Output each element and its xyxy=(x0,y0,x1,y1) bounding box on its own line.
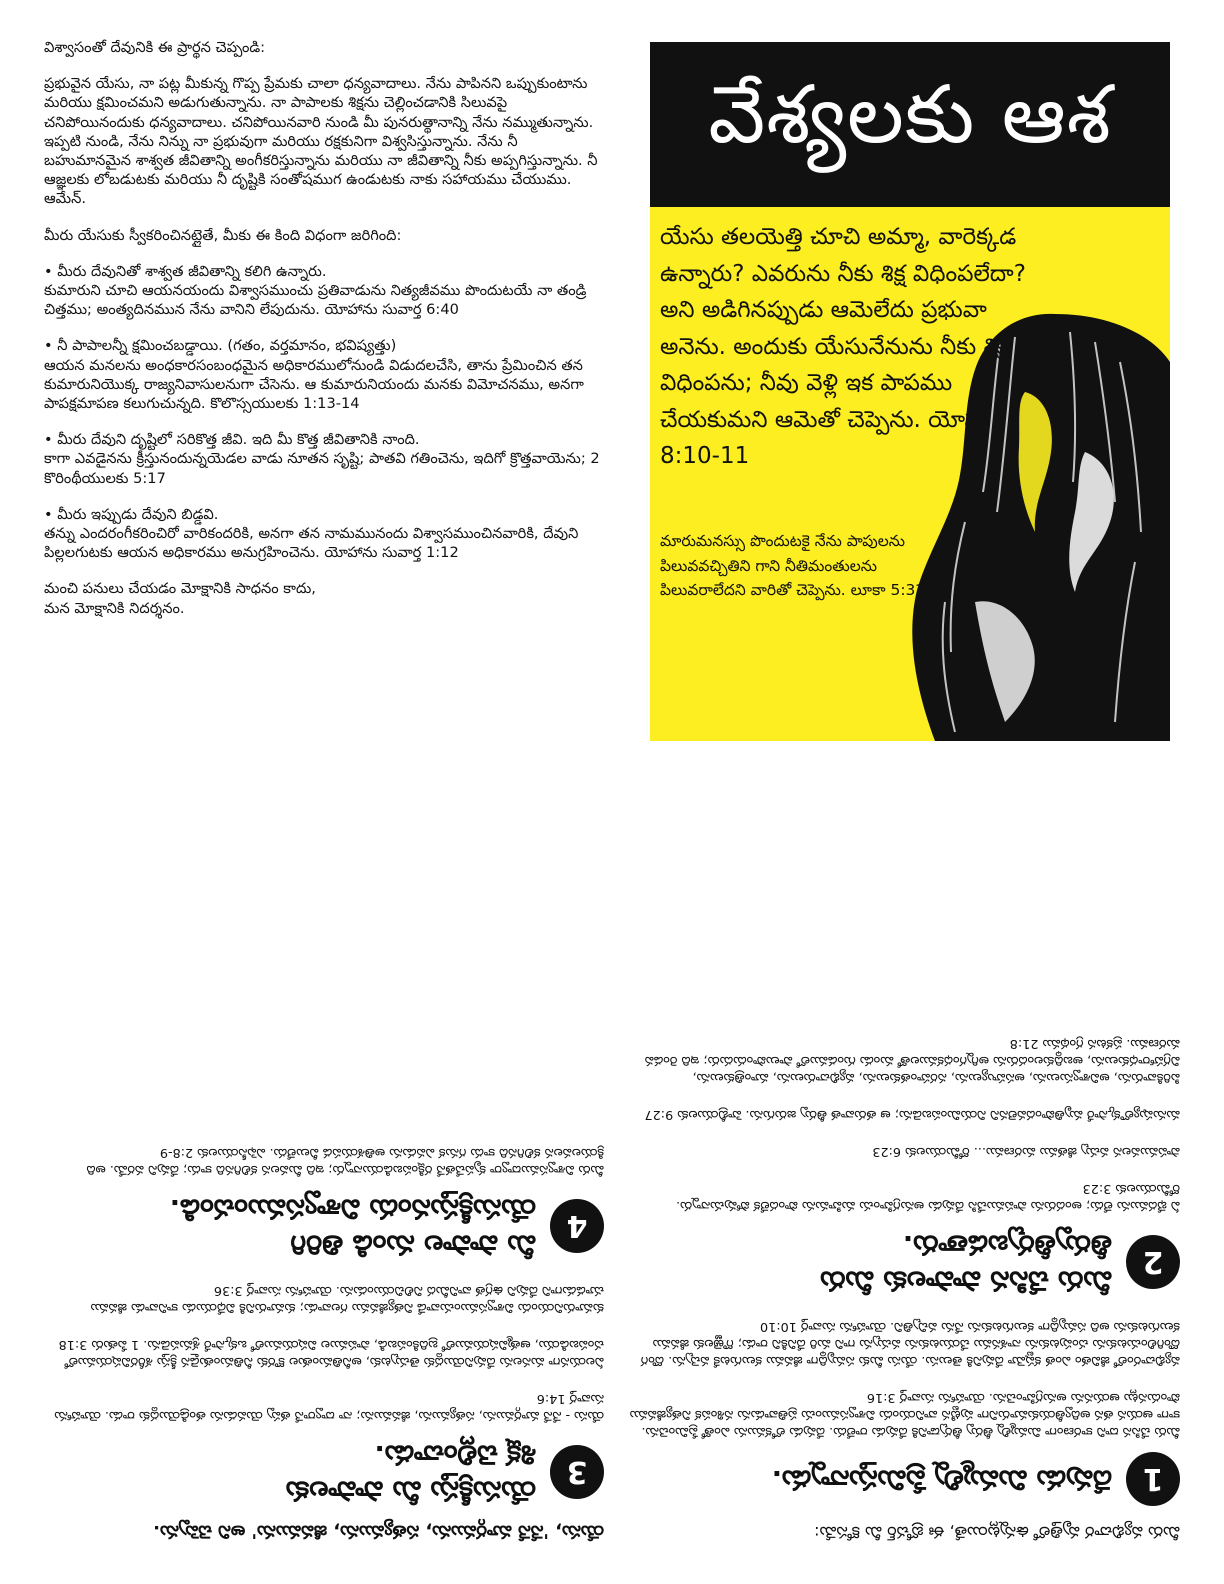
point-child-of-god: • మీరు ఇప్పుడు దేవుని బిడ్డవి. తన్ను ఎందరంగీకరించిరో వారికందరికి, అనగా తన నామమునందు విశ్వాసముంచినవారికి, దేవుని పిల్లలగుటకు ఆయన అధికారము అనుగ్రహించెను. యోహాను సువార్త 1:12 xyxy=(44,505,579,562)
step-title: మీరు చేసిన పాపాలకు మీరు తీర్పుతీర్చబడతారు. xyxy=(820,1229,1112,1296)
point-new-creation: • మీరు దేవుని దృష్టిలో సరికొత్త జీవి. ఇది మీ కొత్త జీవితానికి నాంది. కాగా ఎవడైనను క్రీస్తునందున్నయెడల వాడు నూతన సృష్టి; పాతవి గతించెను, ఇదిగో క్రొత్తవాయెను; 2 కొరింథీయులకు 5:17 xyxy=(44,431,600,487)
if-received-text: మీరు యేసుకు స్వీకరించినట్లైతే, మీకు ఈ కింది విధంగా జరిగింది: xyxy=(44,226,402,244)
step-text: కుమారునియందు విశ్వాసముంచువాడే నిత్యజీవము గలవాడు; కుమారునికి విధేయుడు కానివాడు జీవము చూడడుగాని దేవుని ఉగ్రత వానిమీద నిలిచియుండును. యోహాను సువార్త 3:36 xyxy=(90,1283,604,1315)
step-text: యేసు - నేనే మార్గమును, సత్యమును, జీవమును; నా ద్వారానే తప్ప యెవడును తండ్రియొద్దకు రాడు. యోహాను సువార్త 14:6 xyxy=(54,1391,604,1423)
cover-verse-luke: మారుమనస్సు పొందుటకై నేను పాపులను పిలువవచ్చితిని గాని నీతిమంతులను పిలువరాలేదని వారితో చెప్పెను. లూకా 5:32 xyxy=(660,532,926,599)
step-title: మీ పాపాల నుండి తిరిగి యేసుక్రీస్తునందు విశ్వాసముంచండి. xyxy=(169,1193,536,1260)
step-text: మీరు చేసిన దాని కారణంగా మిమ్మల్ని తీర్పు తీర్చడానికి దేవుడు రాలేదు. దేవుడు లోకమును ఎంతో ప్రేమించెను. కాగా ఆయన తన అద్వితీయకుమారునిగా పుట్టిన వానియందు విశ్వాసముంచు ప్రతివాడును నశింపక నిత్యజీవము పొందునట్లు ఆయనను అనుగ్రహించెను. యోహాను సువార్త 3:16 xyxy=(629,1390,1180,1439)
step-3-heading xyxy=(44,1436,604,1508)
cover-title: వేశ్యలకు ఆశ xyxy=(708,68,1112,161)
step-text: మీరు విశ్వాసముద్వారా కృపచేతనే రక్షింపబడియున్నారు; ఇది మీవలన కలిగినది కాదు; దేవుని వరమే. అది క్రియలవలన కలిగినది కాదు గనుక ఎవడును అతిశయపడ వీలులేదు. ఎఫెసీయులకు 2:8-9 xyxy=(86,1145,604,1177)
step-text: మనుష్యులొక్కసారే మృతిపొందవలెనని నియమింపబడెను; ఆ తరువాత తీర్పు జరుగును. హెబ్రీయులకు 9:27 xyxy=(644,1107,1180,1122)
cover-verse-john: యేసు తలయెత్తి చూచి అమ్మా, వారెక్కడ ఉన్నారు? ఎవరును నీకు శిక్ష విధింపలేదా? అని అడిగినప్పుడు ఆమెలేదు ప్రభువా అనెను. అందుకు యేసునేనును నీకు శిక్ష విధింపను; నీవు వెళ్లి ఇక పాపము చేయకుమని ఆమెతో చెప్పెను. యోహా 8:10-11 xyxy=(660,224,1026,469)
step-1-heading xyxy=(620,1452,1180,1506)
step-text: వ్యభిచారంలో జీవితం ఎంత కష్టమో దేవునికి తెలుసు. యేసు మీకు సమృద్ధిగా జీవము కలుగుటకే వచ్చెను. దొంగ దొంగిలించుటకును చంపుటకును నాశనము చేయుటకును వచ్చును గాని మరి దేనికిని రాడు; గొఱ్ఱెలకు జీవము కలుగుటకును అది సమృద్ధిగా కలుగుటకును నేను వచ్చితిని. యోహాను సువార్త 10:10 xyxy=(640,1319,1180,1368)
step-text: పాపమువలన వచ్చు జీతము మరణము... రోమీయులకు 6:23 xyxy=(872,1144,1180,1159)
point-eternal-life: • మీరు దేవునితో శాశ్వత జీవితాన్ని కలిగి ఉన్నారు. కుమారుని చూచి ఆయనయందు విశ్వాసముంచు ప్రతివాడును నిత్యజీవము పొందుటయే నా తండ్రి చిత్తము; అంత్యదినమున నేను వానిని లేపుదును. యోహాను సువార్త 6:40 xyxy=(44,262,587,319)
point-forgiven: • నీ పాపాలన్నీ క్షమించబడ్డాయి. (గతం, వర్తమానం, భవిష్యత్తు) ఆయన మనలను అంధకారసంబంధమైన అధికారములోనుండి విడుదలచేసి, తాను ప్రేమించిన తన కుమారునియొక్క రాజ్యనివాసులనుగా చేసెను. ఆ కుమారునియందు మనకు విమోచనము, అనగా పాపక్షమాపణ కలుగుచున్నది. కొలొస్సయులకు 1:13-14 xyxy=(44,337,584,413)
title-banner xyxy=(650,42,1170,207)
prayer-panel xyxy=(44,38,604,635)
step-4-heading xyxy=(44,1190,604,1262)
cover-body xyxy=(650,207,1170,741)
step-number-badge: 2 xyxy=(1126,1235,1180,1289)
prayer-text: ప్రభువైన యేసు, నా పట్ల మీకున్న గొప్ప ప్రేమకు చాలా ధన్యవాదాలు. నేను పాపినని ఒప్పుకుంటాను మరియు క్షమించమని అడుగుతున్నాను. నా పాపాలకు శిక్షను చెల్లించడానికి సిలువపై చనిపోయినందుకు ధన్యవాదాలు. చనిపోయినవారి నుండి మీ పునరుత్థానాన్ని నేను నమ్ముతున్నాను. ఇప్పటి నుండి, నేను నిన్ను నా ప్రభువుగా మరియు రక్షకునిగా విశ్వసిస్తున్నాను. నేను నీ బహుమానమైన శాశ్వత జీవితాన్ని అంగీకరిస్తున్నాను మరియు నా జీవితాన్ని నీకు అప్పగిస్తున్నాను. నీ ఆజ్ఞలకు లోబడుటకు మరియు నీ దృష్టికి సంతోషముగ ఉండుటకు నాకు సహాయము చేయుము. ఆమేన్. xyxy=(44,75,598,208)
panel-steps-1-2 xyxy=(620,822,1180,1544)
brochure-intro: మీరు వ్యభిచార వృత్తిలో ఉన్నట్లయితే, ఈ బ్రోచర్ మీ కోసమే: xyxy=(814,1523,1180,1542)
prayer-intro: విశ్వాసంతో దేవునికి ఈ ప్రార్థన చెప్పండి: xyxy=(44,39,266,56)
cover-panel xyxy=(650,42,1170,741)
step-2-heading xyxy=(620,1226,1180,1298)
step-text: ఏ భేదమును లేదు; అందరును పాపముచేసి దేవుడు అనుగ్రహించు మహిమను పొందలేక పోవుచున్నారు. రోమీయులకు 3:23 xyxy=(676,1181,1180,1213)
step-title: యేసుక్రీస్తు మీ పాపాలకు శిక్ష చెల్లించాడు. xyxy=(285,1439,536,1506)
step-number-badge: 3 xyxy=(550,1445,604,1499)
step-number-badge: 4 xyxy=(550,1199,604,1253)
step-text: పిరికివారును, అవిశ్వాసులును, అసహ్యులును, నరహంతకులును, వ్యభిచారులును, మాంత్రికులును, విగ్రహారాధకులును, అబద్ధికులందరును అగ్నిగంధకములతో మండు గుండములో పాలుపొందుదురు; ఇది రెండవ మరణము. ప్రకటన గ్రంథము 21:8 xyxy=(644,1036,1180,1085)
step-number-badge: 1 xyxy=(1126,1452,1180,1506)
panel-steps-3-4 xyxy=(44,822,604,1544)
closing-text: మంచి పనులు చేయడం మోక్షానికి సాధనం కాదు, మన మోక్షానికి నిదర్శనం. xyxy=(44,580,316,617)
step-title: దేవుడు మిమ్మల్ని ప్రేమిస్తున్నాడు. xyxy=(771,1464,1112,1495)
jesus-way-heading: యేసు, 'నేనే మార్గమును, సత్యమును, జీవమును' అని చెప్పెను. xyxy=(153,1521,604,1542)
step-text: ఏలయనగా మనలను దేవునియొద్దకు తెచ్చుటకు, అనీతిమంతుల కొరకు నీతిమంతుడైన క్రీస్తు శరీరవిషయములో చంపబడియు, ఆత్మవిషయములో బ్రదికింపబడి, పాపముల విషయములో ఒక్కసారే శ్రమపడెను. 1 పేతురు 3:18 xyxy=(58,1337,604,1369)
